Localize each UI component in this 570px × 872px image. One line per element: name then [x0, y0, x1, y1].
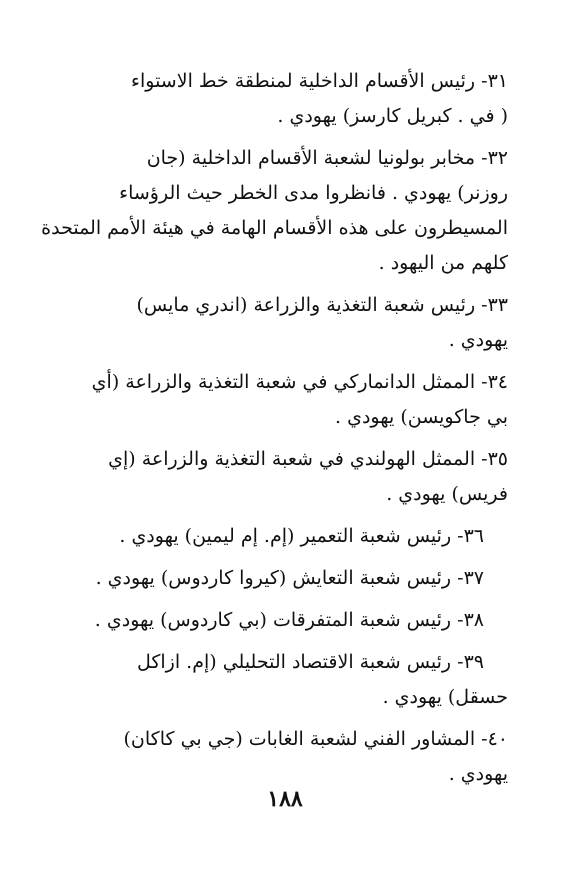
list-item	[74, 519, 508, 554]
text-line: ٤٠- المشاور الفني لشعبة الغابات (جي بي كاكان)	[123, 728, 508, 750]
text-line: ٣١- رئيس الأقسام الداخلية لمنطقة خط الاستواء	[131, 70, 508, 92]
list-item	[74, 64, 508, 134]
text-line: ٣٥- الممثل الهولندي في شعبة التغذية والزراعة (إي	[108, 448, 508, 470]
text-line: ٣٣- رئيس شعبة التغذية والزراعة (اندري مايس)	[136, 294, 508, 316]
text-line: ٣٨- رئيس شعبة المتفرقات (بي كاردوس) يهودي .	[94, 609, 484, 631]
text-line: ٣٤- الممثل الدانماركي في شعبة التغذية والزراعة (أي	[91, 371, 508, 393]
list-item	[74, 603, 508, 638]
text-line: كلهم من اليهود .	[378, 252, 508, 274]
list-item	[74, 288, 508, 358]
list-item	[74, 365, 508, 435]
text-line: يهودي .	[448, 329, 508, 351]
list-item	[74, 645, 508, 715]
text-line: ٣٢- مخابر بولونيا لشعبة الأقسام الداخلية (جان	[146, 147, 508, 169]
text-line: المسيطرون على هذه الأقسام الهامة في هيئة الأمم المتحدة	[41, 217, 508, 239]
text-line: بي جاكويسن) يهودي .	[335, 406, 508, 428]
list-item	[74, 561, 508, 596]
list-item	[41, 141, 508, 281]
page-number: ١٨٨	[267, 786, 303, 812]
text-line: ٣٦- رئيس شعبة التعمير (إم. إم ليمين) يهودي .	[119, 525, 484, 547]
list-item	[74, 722, 508, 792]
entry-list	[41, 64, 508, 799]
text-line: ٣٩- رئيس شعبة الاقتصاد التحليلي (إم. ازاكل	[136, 651, 484, 673]
text-line: ٣٧- رئيس شعبة التعايش (كيروا كاردوس) يهودي .	[95, 567, 484, 589]
list-item	[74, 442, 508, 512]
text-line: يهودي .	[448, 763, 508, 785]
text-line: حسقل) يهودي .	[382, 686, 508, 708]
text-line: ( في . كبريل كارسز) يهودي .	[277, 105, 508, 127]
text-line: روزنر) يهودي . فانظروا مدى الخطر حيث الرؤساء	[119, 182, 508, 204]
text-line: فريس) يهودي .	[386, 483, 508, 505]
